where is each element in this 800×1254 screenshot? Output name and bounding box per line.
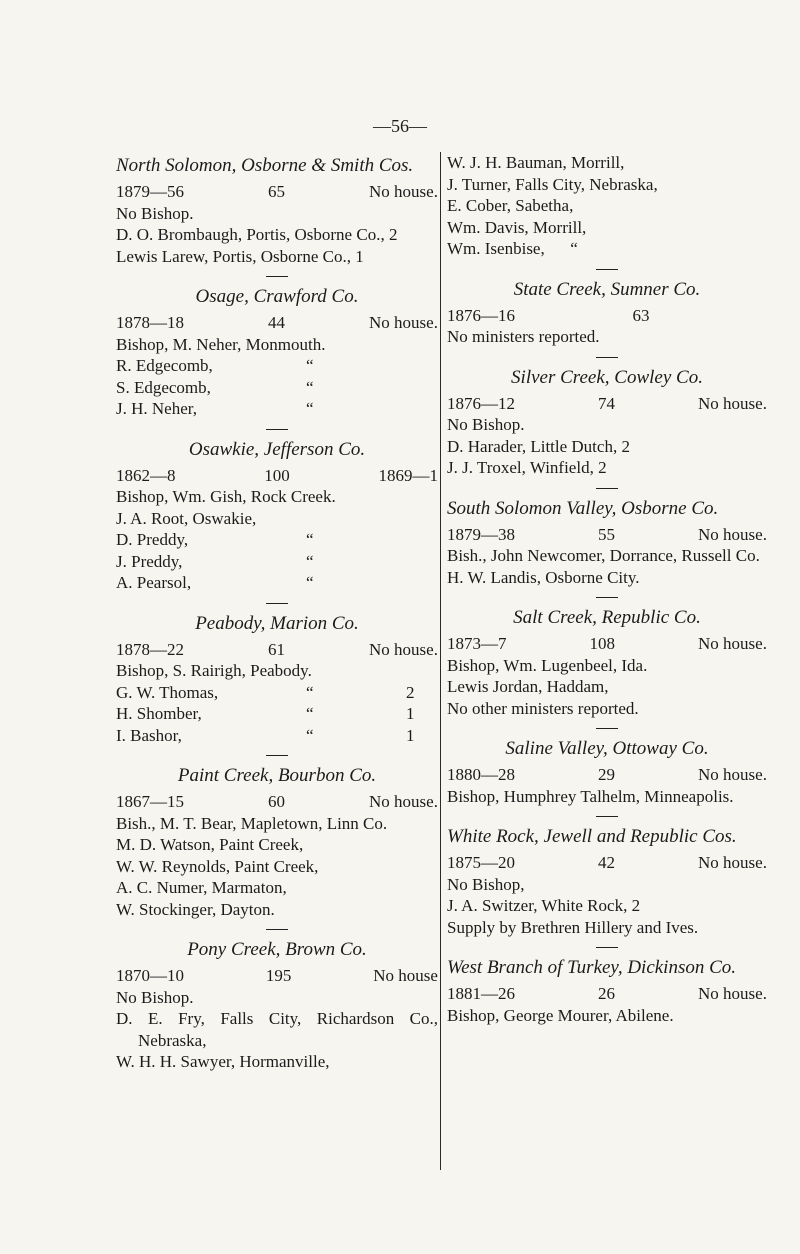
congregation-entry: [447, 956, 767, 1026]
section-separator: [596, 269, 618, 270]
congregation-entry: [116, 438, 438, 594]
column-divider: [440, 152, 441, 1170]
minister-line: J. J. Troxel, Winfield, 2: [447, 458, 607, 477]
minister-name: H. Shomber,: [116, 704, 202, 723]
founded-members: 1879—56: [116, 182, 184, 201]
founded-members: 1880—28: [447, 765, 515, 784]
congregation-heading: Osage, Crawford Co.: [195, 286, 359, 307]
founded-members: 1876—16: [447, 305, 515, 325]
congregation-entry: [447, 366, 767, 479]
ditto-mark: “: [306, 682, 314, 702]
ditto-mark: “: [306, 551, 314, 571]
minister-line: [116, 551, 438, 573]
congregation-heading: Osawkie, Jefferson Co.: [188, 438, 366, 460]
membership: 61: [268, 639, 286, 659]
minister-line: No Bishop,: [447, 874, 525, 894]
ditto-mark: “: [306, 530, 314, 549]
minister-line: [116, 355, 438, 377]
meeting-house: No house.: [698, 853, 767, 872]
minister-line: W. H. H. Sawyer, Hormanville,: [116, 1052, 330, 1071]
membership: 42: [598, 853, 616, 872]
stats-line: [116, 181, 438, 203]
membership: 29: [598, 765, 616, 784]
minister-count: 2: [406, 682, 415, 702]
minister-line: [116, 377, 438, 399]
continued-list: [447, 152, 767, 260]
minister-line: Bishop, Wm. Lugenbeel, Ida.: [447, 655, 648, 675]
minister-line: No Bishop.: [116, 987, 194, 1007]
continued-line: J. Turner, Falls City, Nebraska,: [447, 174, 658, 194]
membership: 44: [268, 313, 286, 332]
meeting-house: 1869—1: [378, 465, 438, 485]
membership: 195: [265, 966, 292, 985]
meeting-house: No house.: [369, 639, 438, 659]
congregation-heading: Pony Creek, Brown Co.: [187, 939, 367, 960]
minister-line: Bishop, George Mourer, Abilene.: [447, 1005, 674, 1025]
ditto-mark: “: [306, 356, 314, 375]
ditto-mark: “: [306, 704, 314, 723]
left-column: [116, 152, 438, 1075]
minister-line: No Bishop.: [447, 415, 525, 434]
congregation-entry: [447, 606, 767, 719]
minister-line: D. O. Brombaugh, Portis, Osborne Co., 2: [116, 225, 398, 244]
minister-name: J. Preddy,: [116, 551, 183, 571]
stats-line: [447, 393, 767, 415]
founded-members: 1879—38: [447, 524, 515, 544]
minister-line: [116, 703, 438, 725]
ditto-mark: “: [306, 377, 314, 397]
minister-line: A. C. Numer, Marmaton,: [116, 878, 287, 897]
minister-name: S. Edgecomb,: [116, 377, 211, 397]
stats-line: [116, 791, 438, 813]
section-separator: [596, 488, 618, 489]
membership: 60: [268, 792, 286, 811]
congregation-entry: [116, 764, 438, 920]
founded-members: 1875—20: [447, 853, 515, 872]
congregation-heading: Saline Valley, Ottoway Co.: [505, 738, 709, 759]
minister-line: [116, 398, 438, 420]
minister-name: I. Bashor,: [116, 725, 182, 745]
stats-line: [447, 852, 767, 874]
stats-line: [116, 312, 438, 334]
meeting-house: No house.: [369, 792, 438, 811]
founded-members: 1878—18: [116, 313, 184, 332]
minister-name: J. H. Neher,: [116, 399, 197, 418]
minister-line: Bish., M. T. Bear, Mapletown, Linn Co.: [116, 813, 388, 833]
meeting-house: No house.: [369, 182, 438, 201]
congregation-entry: [116, 938, 438, 1073]
stats-line: [447, 764, 767, 786]
minister-line: J. A. Switzer, White Rock, 2: [447, 896, 641, 915]
minister-name: A. Pearsol,: [116, 573, 192, 592]
founded-members: 1881—26: [447, 984, 515, 1003]
minister-line: M. D. Watson, Paint Creek,: [116, 835, 304, 854]
founded-members: 1878—22: [116, 639, 184, 659]
section-separator: [596, 816, 618, 817]
stats-line: [447, 524, 767, 546]
minister-line: J. A. Root, Oswakie,: [116, 508, 257, 528]
minister-line: [116, 529, 438, 551]
section-separator: [266, 276, 288, 277]
ditto-mark: “: [306, 573, 314, 592]
stats-line: [447, 633, 767, 655]
membership: 108: [589, 634, 616, 653]
minister-name: G. W. Thomas,: [116, 682, 219, 702]
minister-count: 1: [406, 704, 415, 723]
right-column: [447, 152, 767, 1028]
minister-line: No other ministers reported.: [447, 698, 639, 718]
founded-members: 1876—12: [447, 393, 515, 413]
minister-line: No Bishop.: [116, 203, 194, 223]
minister-line: [116, 682, 438, 704]
minister-line: Bish., John Newcomer, Dorrance, Russell Co.: [447, 546, 760, 565]
minister-line: [116, 725, 438, 747]
congregation-entry: [116, 154, 438, 267]
congregation-entry: [116, 285, 438, 420]
minister-count: 1: [406, 725, 415, 745]
congregation-heading: Silver Creek, Cowley Co.: [511, 366, 703, 388]
minister-line: Bishop, Humphrey Talhelm, Minneapolis.: [447, 786, 734, 806]
section-separator: [596, 357, 618, 358]
meeting-house: No house.: [369, 313, 438, 332]
section-separator: [266, 603, 288, 604]
ditto-mark: “: [306, 725, 314, 745]
congregation-heading: South Solomon Valley, Osborne Co.: [447, 497, 719, 519]
continued-line: Wm. Davis, Morrill,: [447, 217, 587, 237]
minister-line: Supply by Brethren Hillery and Ives.: [447, 917, 699, 937]
minister-name: D. Preddy,: [116, 530, 189, 549]
membership: 55: [598, 524, 616, 544]
minister-line: Bishop, M. Neher, Monmouth.: [116, 334, 326, 354]
congregation-heading: White Rock, Jewell and Republic Cos.: [447, 826, 737, 847]
congregation-heading: State Creek, Sumner Co.: [513, 278, 701, 300]
stats-line: [116, 465, 438, 487]
stats-line: [116, 965, 438, 987]
founded-members: 1873—7: [447, 634, 507, 653]
congregation-heading: North Solomon, Osborne & Smith Cos.: [116, 155, 414, 176]
minister-line: Bishop, Wm. Gish, Rock Creek.: [116, 487, 336, 506]
minister-line: [116, 572, 438, 594]
section-separator: [596, 597, 618, 598]
minister-name: R. Edgecomb,: [116, 356, 213, 375]
ditto-mark: “: [306, 399, 314, 418]
meeting-house: No house: [373, 966, 438, 985]
membership: 65: [268, 182, 286, 201]
founded-members: 1867—15: [116, 792, 184, 811]
minister-line: Bishop, S. Rairigh, Peabody.: [116, 661, 312, 680]
membership: 63: [632, 305, 650, 325]
meeting-house: No house.: [698, 393, 767, 413]
continued-line: E. Cober, Sabetha,: [447, 196, 574, 215]
founded-members: 1870—10: [116, 966, 184, 985]
page-number: —56—: [373, 116, 427, 136]
minister-line: Lewis Jordan, Haddam,: [447, 677, 609, 696]
congregation-heading: Peabody, Marion Co.: [195, 612, 359, 634]
stats-line: [447, 305, 767, 327]
congregation-heading: West Branch of Turkey, Dickinson Co.: [447, 957, 737, 978]
stats-line: [447, 983, 767, 1005]
membership: 74: [598, 393, 616, 413]
section-separator: [266, 929, 288, 930]
membership: 100: [264, 465, 290, 485]
minister-line: Lewis Larew, Portis, Osborne Co., 1: [116, 246, 364, 266]
membership: 26: [598, 984, 616, 1003]
section-separator: [266, 755, 288, 756]
continued-line: Wm. Isenbise, “: [447, 239, 578, 258]
section-separator: [596, 947, 618, 948]
stats-line: [116, 639, 438, 661]
minister-line: W. Stockinger, Dayton.: [116, 899, 275, 919]
meeting-house: No house.: [698, 984, 767, 1003]
continued-line: W. J. H. Bauman, Morrill,: [447, 153, 625, 172]
section-separator: [596, 728, 618, 729]
meeting-house: No house.: [698, 524, 767, 544]
congregation-entry: [447, 737, 767, 807]
minister-line: No ministers reported.: [447, 327, 600, 346]
congregation-entry: [116, 612, 438, 747]
founded-members: 1862—8: [116, 465, 176, 485]
congregation-entry: [447, 497, 767, 589]
congregation-heading: Salt Creek, Republic Co.: [513, 607, 701, 628]
minister-line: W. W. Reynolds, Paint Creek,: [116, 856, 319, 876]
minister-line: H. W. Landis, Osborne City.: [447, 567, 640, 587]
congregation-heading: Paint Creek, Bourbon Co.: [177, 765, 377, 786]
meeting-house: No house.: [698, 634, 767, 653]
minister-line: D. E. Fry, Falls City, Richardson Co., Nebraska,: [116, 1009, 438, 1050]
congregation-entry: [447, 278, 767, 348]
congregation-entry: [447, 825, 767, 938]
section-separator: [266, 429, 288, 430]
meeting-house: No house.: [698, 765, 767, 784]
minister-line: D. Harader, Little Dutch, 2: [447, 436, 630, 456]
